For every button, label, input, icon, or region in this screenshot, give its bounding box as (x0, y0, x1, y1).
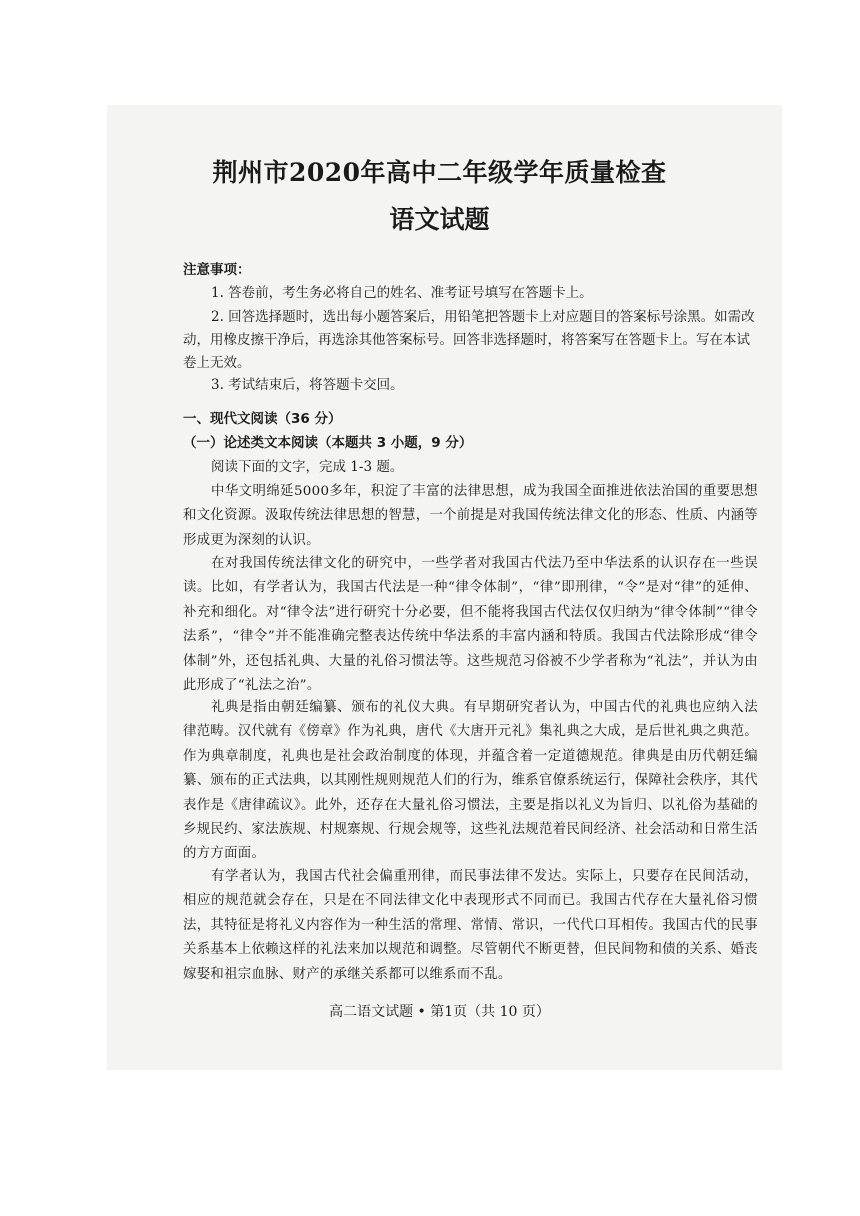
exam-subtitle: 语文试题 (389, 205, 490, 234)
reading-instruction: 阅读下面的文字，完成 1-3 题。 (211, 459, 404, 475)
section-heading: 一、现代文阅读（36 分） (183, 411, 342, 427)
note-item: 1. 答卷前，考生务必将自己的姓名、准考证号填写在答题卡上。 (211, 285, 593, 301)
note-item: 3. 考试结束后，将答题卡交回。 (211, 377, 404, 393)
exam-title: 荆州市2020年高中二年级学年质量检查 (212, 158, 667, 187)
page-footer: 高二语文试题 • 第1页（共 10 页） (329, 1004, 550, 1020)
passage-paragraph: 在对我国传统法律文化的研究中，一些学者对我国古代法乃至中华法系的认识存在一些误读。比如，有学者认为，我国古代法是一种“律令体制”，“律”即刑律，“令”是对“律”的延伸、补充和细化。对“律令法”进行研究十分必要，但不能将我国古代法仅仅归纳为“律令体制”“律令法系”，“律令”并不能准确完整表达传统中华法系的丰富内涵和特质。我国古代法除形成“律令体制”外，还包括礼典、大量的礼俗习惯法等。这些规范习俗被不少学者称为“礼法”，并认为由此形成了“礼法之治”。 (183, 556, 758, 694)
passage-paragraph: 中华文明绵延5000多年，积淀了丰富的法律思想，成为我国全面推进依法治国的重要思想和文化资源。汲取传统法律思想的智慧，一个前提是对我国传统法律文化的形态、性质、内涵等形成更为深刻的认识。 (183, 484, 759, 548)
passage-paragraph: 礼典是指由朝廷编纂、颁布的礼仪大典。有早期研究者认为，中国古代的礼典也应纳入法律范畴。汉代就有《傍章》作为礼典，唐代《大唐开元礼》集礼典之大成，是后世礼典之典范。作为典章制度，礼典也是社会政治制度的体现，并蕴含着一定道德规范。律典是由历代朝廷编纂、颁布的正式法典，以其刚性规则规范人们的行为，维系官僚系统运行，保障社会秩序，其代表作是《唐律疏议》。此外，还存在大量礼俗习惯法，主要是指以礼义为旨归、以礼俗为基础的乡规民约、家法族规、村规寨规、行规会规等，这些礼法规范着民间经济、社会活动和日常生活的方方面面。 (183, 700, 759, 862)
notes-heading: 注意事项： (183, 262, 251, 278)
passage-paragraph: 有学者认为，我国古代社会偏重刑律，而民事法律不发达。实际上，只要存在民间活动，相应的规范就会存在，只是在不同法律文化中表现形式不同而已。我国古代存在大量礼俗习惯法，其特征是将礼义内容作为一种生活的常理、常情、常识，一代代口耳相传。我国古代的民事关系基本上依赖这样的礼法来加以规范和调整。尽管朝代不断更替，但民间物和债的关系、婚丧嫁娶和祖宗血脉、财产的承继关系都可以维系而不乱。 (183, 869, 759, 982)
subsection-heading: （一）论述类文本阅读（本题共 3 小题，9 分） (183, 435, 473, 451)
note-item: 2. 回答选择题时，选出每小题答案后，用铅笔把答题卡上对应题目的答案标号涂黑。如需改动，用橡皮擦干净后，再选涂其他答案标号。回答非选择题时，将答案写在答题卡上。写在本试卷上无效。 (183, 309, 755, 371)
